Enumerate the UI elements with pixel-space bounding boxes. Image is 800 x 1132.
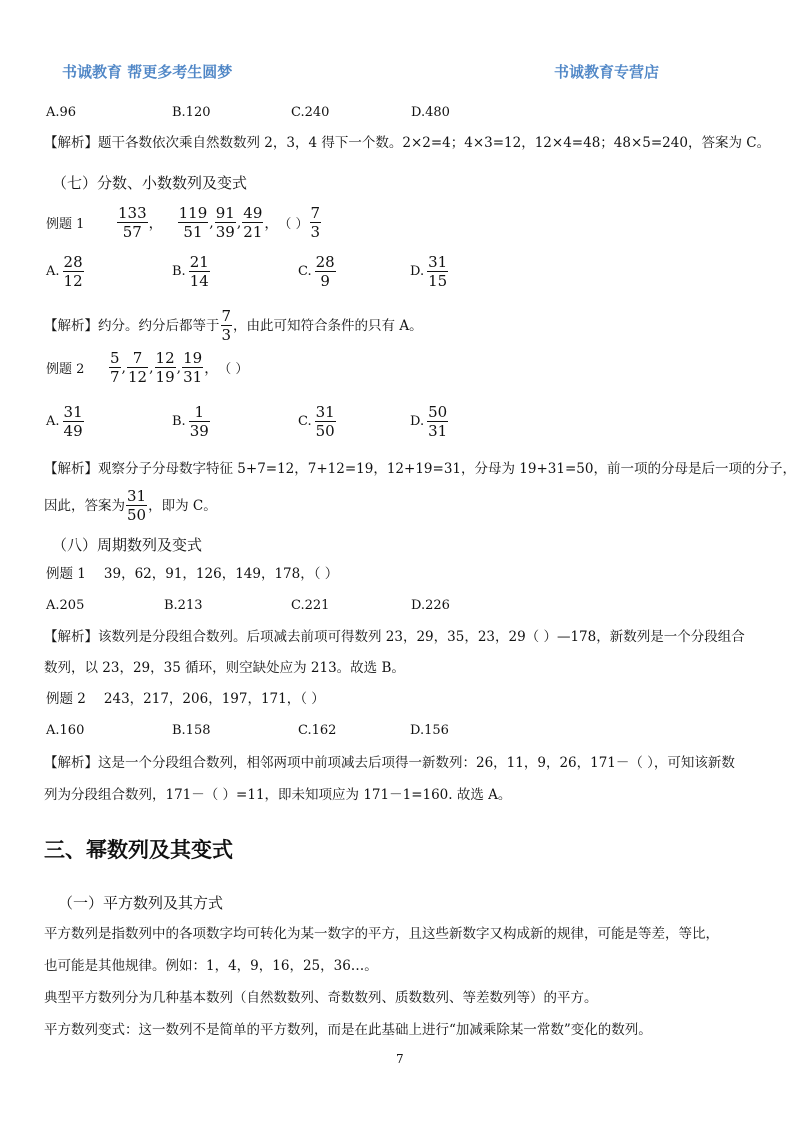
fraction-term: $\frac{12}{19}$: [155, 349, 175, 386]
sec8-ex1-analysis-line1: 【解析】该数列是分段组合数列。后项减去前项可得数列 23，29，35，23，29（ ）—178，新数列是一个分段组合: [44, 629, 745, 645]
top-option-a: A.96: [46, 105, 77, 120]
sec7-ex2-analysis-line1: 【解析】观察分子分母数字特征 5+7=12，7+12=19，12+19=31，分母为 19+31=50，前一项的分母是后一项的分子，: [44, 461, 796, 477]
subsection-heading: （一）平方数列及其方式: [58, 894, 224, 912]
sec7-ex2-option-b: B. $\frac{1}{39}$: [172, 403, 209, 440]
fraction-term: $\frac{5}{7}$: [110, 349, 120, 386]
sec8-ex2-analysis-line1: 【解析】这是一个分段组合数列，相邻两项中前项减去后项得一新数列：26，11，9，26，171－（ ），可知该新数: [44, 755, 735, 771]
sec8-ex2-option-a: A.160: [46, 723, 85, 738]
sequence: 243，217，206，197，171，（ ）: [103, 691, 325, 707]
part-3-heading: 三、幂数列及其变式: [44, 838, 233, 862]
sec7-ex1-option-b: B. $\frac{21}{14}$: [172, 253, 209, 290]
section-7-title: （七）分数、小数数列及变式: [52, 174, 248, 192]
example-label: 例题 2: [46, 691, 86, 707]
sec7-ex2-option-a: A. $\frac{31}{49}$: [46, 403, 83, 440]
paragraph-line: 平方数列变式：这一数列不是简单的平方数列，而是在此基础上进行“加减乘除某一常数”变化的数列。: [44, 1022, 652, 1038]
fraction-term: $\frac{19}{31}$: [183, 349, 203, 386]
sec7-ex2-option-c: C. $\frac{31}{50}$: [298, 403, 335, 440]
section-8-title: （八）周期数列及变式: [52, 536, 203, 554]
top-option-b: B.120: [172, 105, 211, 120]
sec8-ex1-option-c: C.221: [291, 598, 330, 613]
paragraph-line: 平方数列是指数列中的各项数字均可转化为某一数字的平方，且这些新数字又构成新的规律，可能是等差，等比，: [44, 926, 719, 942]
fraction-term: $\frac{49}{21}$: [243, 204, 263, 241]
sec7-ex1-option-d: D. $\frac{31}{15}$: [410, 253, 448, 290]
answer-blank: （ ）: [218, 362, 249, 377]
fraction-term: $\frac{119}{51}$: [178, 204, 208, 241]
sec7-ex2-option-d: D. $\frac{50}{31}$: [410, 403, 448, 440]
answer-blank: （ ）: [278, 217, 309, 232]
fraction-term: $\frac{7}{3}$: [310, 204, 321, 241]
header-left-text: 书诚教育 帮更多考生圆梦: [62, 63, 233, 81]
sec7-ex1-stem: 例题 1 $\frac{133}{57}$ ， $\frac{119}{51}$ , $\frac{91}{39}$ , $\frac{49}{21}$ ， （ ） $\frac{7}{3}$: [46, 204, 321, 241]
sec8-ex1-option-a: A.205: [46, 598, 85, 613]
sec8-ex2-option-d: D.156: [410, 723, 449, 738]
sec7-ex2-stem: 例题 2 $\frac{5}{7}$ , $\frac{7}{12}$ , $\frac{12}{19}$ , $\frac{19}{31}$ ， （ ）: [46, 349, 249, 386]
sec8-ex1-option-d: D.226: [411, 598, 450, 613]
fraction-term: $\frac{7}{12}$: [128, 349, 148, 386]
page-number: 7: [396, 1052, 404, 1066]
sequence: 39，62，91，126，149，178，（ ）: [103, 566, 339, 582]
paragraph-line: 典型平方数列分为几种基本数列（自然数数列、奇数数列、质数数列、等差数列等）的平方。: [44, 990, 598, 1006]
sec7-ex1-option-a: A. $\frac{28}{12}$: [46, 253, 83, 290]
header-right-text: 书诚教育专营店: [554, 63, 660, 81]
sec8-ex2-stem: [46, 690, 325, 708]
fraction-term: $\frac{133}{57}$: [118, 204, 147, 241]
sec8-ex1-option-b: B.213: [164, 598, 203, 613]
example-label: 例题 1: [46, 566, 86, 582]
top-analysis: [44, 134, 770, 152]
fraction-term: $\frac{91}{39}$: [215, 204, 235, 241]
sec8-ex2-option-c: C.162: [298, 723, 337, 738]
analysis-text: 题干各数依次乘自然数数列 2，3，4 得下一个数。2×2=4；4×3=12，12×4=48；48×5=240，答案为 C。: [98, 135, 771, 151]
example-label: 例题 1: [46, 217, 85, 232]
sec7-ex1-analysis: 【解析】 约分。约分后都等于 $\frac{7}{3}$ ，由此可知符合条件的只有 A。: [44, 307, 423, 344]
example-label: 例题 2: [46, 362, 85, 377]
top-option-c: C.240: [291, 105, 330, 120]
sec8-ex2-option-b: B.158: [172, 723, 211, 738]
top-option-d: D.480: [411, 105, 450, 120]
sec8-ex2-analysis-line2: 列为分段组合数列，171－（ ）=11，即未知项应为 171－1=160. 故选 A。: [44, 787, 512, 803]
sec7-ex2-analysis-line2: 因此，答案为 $\frac{31}{50}$ ，即为 C。: [44, 487, 217, 524]
sec8-ex1-analysis-line2: 数列，以 23，29，35 循环，则空缺处应为 213。故选 B。: [44, 660, 405, 676]
analysis-label: 【解析】: [44, 135, 98, 151]
sec7-ex1-option-c: C. $\frac{28}{9}$: [298, 253, 335, 290]
sec8-ex1-stem: [46, 565, 338, 583]
paragraph-line: 也可能是其他规律。例如：1，4，9，16，25，36…。: [44, 958, 378, 974]
